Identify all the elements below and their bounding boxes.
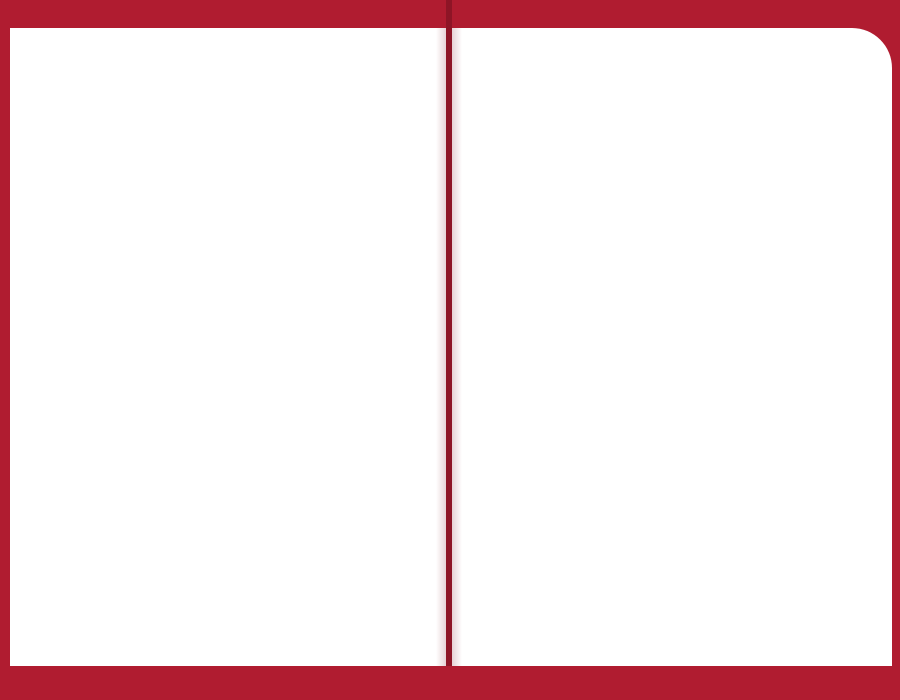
right-page-shadow: [452, 28, 462, 666]
left-page-shadow: [436, 28, 446, 666]
right-page: [452, 28, 892, 666]
page-footer-band: [0, 666, 900, 700]
left-page: [10, 28, 446, 666]
